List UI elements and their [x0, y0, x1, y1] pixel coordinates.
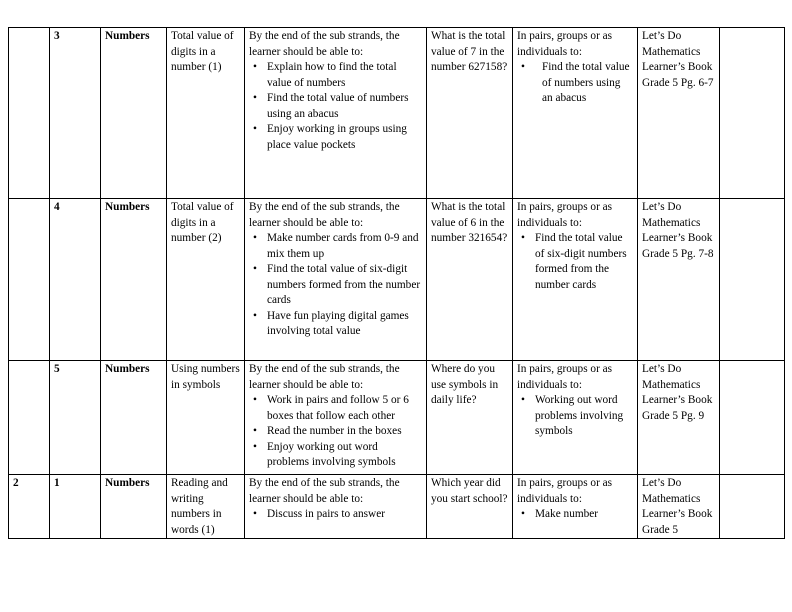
inquiry-question-cell: Which year did you start school?	[427, 475, 513, 539]
week-cell	[9, 361, 50, 475]
list-item: • Find the total value of numbers using an abacus	[535, 60, 633, 107]
strand-cell: Numbers	[101, 361, 167, 475]
sub-strand-cell: Using numbers in symbols	[167, 361, 245, 475]
table-row	[9, 361, 785, 475]
learning-outcomes-cell	[245, 28, 427, 199]
list-item: • Enjoy working in groups using place value pockets	[267, 122, 422, 153]
strand-cell: Numbers	[101, 475, 167, 539]
list-item: • Explain how to find the total value of numbers	[267, 60, 422, 91]
lesson-cell: 4	[50, 199, 101, 361]
scheme-of-work-table	[8, 27, 785, 539]
strand-cell: Numbers	[101, 28, 167, 199]
list-item: • Make number cards from 0-9 and mix them up	[267, 231, 422, 262]
experiences-intro: In pairs, groups or as individuals to:	[517, 477, 613, 505]
outcomes-intro: By the end of the sub strands, the learner should be able to:	[249, 30, 400, 58]
outcomes-list	[249, 507, 422, 523]
sub-strand-cell: Total value of digits in a number (2)	[167, 199, 245, 361]
remarks-cell	[720, 199, 785, 361]
list-item: • Read the number in the boxes	[267, 424, 422, 440]
lesson-cell: 5	[50, 361, 101, 475]
learning-experiences-cell	[513, 199, 638, 361]
outcomes-list	[249, 231, 422, 340]
experiences-intro: In pairs, groups or as individuals to:	[517, 30, 613, 58]
list-item: • Enjoy working out word problems involving symbols	[267, 440, 422, 471]
table-row	[9, 28, 785, 199]
resources-cell: Let’s Do Mathematics Learner’s Book Grade 5 Pg. 9	[638, 361, 720, 475]
inquiry-question-cell: What is the total value of 6 in the number 321654?	[427, 199, 513, 361]
week-cell	[9, 199, 50, 361]
remarks-cell	[720, 361, 785, 475]
remarks-cell	[720, 28, 785, 199]
learning-experiences-cell	[513, 361, 638, 475]
experiences-list	[517, 507, 633, 523]
outcomes-intro: By the end of the sub strands, the learner should be able to:	[249, 363, 400, 391]
week-cell: 2	[9, 475, 50, 539]
resources-cell: Let’s Do Mathematics Learner’s Book Grade 5 Pg. 7-8	[638, 199, 720, 361]
list-item: • Make number	[535, 507, 633, 523]
list-item: • Find the total value of six-digit numbers formed from the number cards	[267, 262, 422, 309]
sub-strand-cell: Reading and writing numbers in words (1)	[167, 475, 245, 539]
table-row	[9, 199, 785, 361]
resources-cell: Let’s Do Mathematics Learner’s Book Grade 5	[638, 475, 720, 539]
learning-outcomes-cell	[245, 199, 427, 361]
learning-experiences-cell	[513, 475, 638, 539]
outcomes-intro: By the end of the sub strands, the learner should be able to:	[249, 201, 400, 229]
remarks-cell	[720, 475, 785, 539]
inquiry-question-cell: Where do you use symbols in daily life?	[427, 361, 513, 475]
list-item: • Work in pairs and follow 5 or 6 boxes that follow each other	[267, 393, 422, 424]
experiences-list	[517, 60, 633, 107]
list-item: • Have fun playing digital games involving total value	[267, 309, 422, 340]
experiences-list	[517, 231, 633, 293]
strand-cell: Numbers	[101, 199, 167, 361]
experiences-list	[517, 393, 633, 440]
learning-outcomes-cell	[245, 361, 427, 475]
learning-experiences-cell	[513, 28, 638, 199]
list-item: • Find the total value of numbers using an abacus	[267, 91, 422, 122]
list-item: • Working out word problems involving symbols	[535, 393, 633, 440]
list-item: • Discuss in pairs to answer	[267, 507, 422, 523]
experiences-intro: In pairs, groups or as individuals to:	[517, 363, 613, 391]
sub-strand-cell: Total value of digits in a number (1)	[167, 28, 245, 199]
resources-cell: Let’s Do Mathematics Learner’s Book Grade 5 Pg. 6-7	[638, 28, 720, 199]
lesson-cell: 3	[50, 28, 101, 199]
outcomes-list	[249, 393, 422, 471]
experiences-intro: In pairs, groups or as individuals to:	[517, 201, 613, 229]
table-row	[9, 475, 785, 539]
lesson-cell: 1	[50, 475, 101, 539]
outcomes-list	[249, 60, 422, 153]
week-cell	[9, 28, 50, 199]
learning-outcomes-cell	[245, 475, 427, 539]
list-item: • Find the total value of six-digit numbers formed from the number cards	[535, 231, 633, 293]
inquiry-question-cell: What is the total value of 7 in the number 627158?	[427, 28, 513, 199]
outcomes-intro: By the end of the sub strands, the learner should be able to:	[249, 477, 400, 505]
